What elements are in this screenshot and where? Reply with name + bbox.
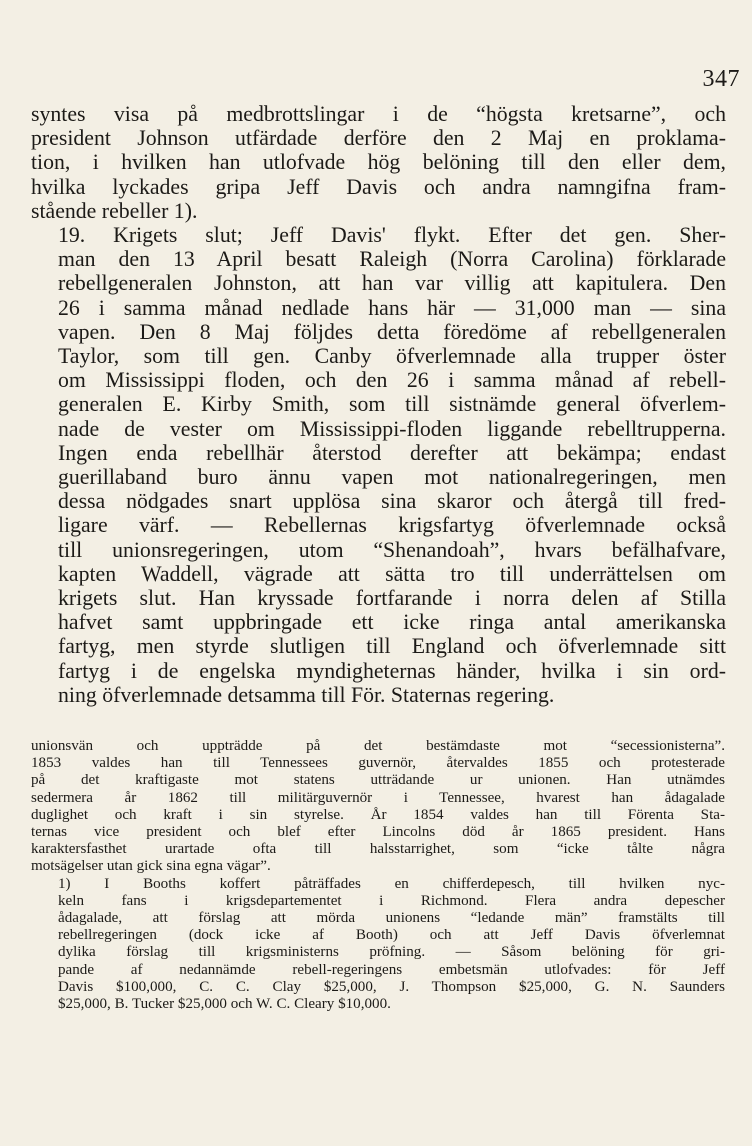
text-line: 1) I Booths koffert påträffades en chifferdepesch, till hvilken nyc- bbox=[58, 875, 725, 892]
text-line: till unionsregeringen, utom “Shenandoah”, hvars befälhafvare, bbox=[58, 537, 726, 562]
text-line: vapen. Den 8 Maj följdes detta föredöme af rebellgeneralen bbox=[58, 319, 726, 344]
text-line: rebellregeringen (dock icke af Booth) och att Jeff Davis öfverlemnat bbox=[58, 927, 725, 944]
text-line: syntes visa på medbrottslingar i de “högsta kretsarne”, och bbox=[31, 102, 726, 126]
text-line: rebellgeneralen Johnston, att han var villig att kapitulera. Den bbox=[58, 271, 726, 296]
text-line: president Johnson utfärdade derföre den 2 Maj en proklama- bbox=[31, 126, 726, 151]
paragraph bbox=[31, 102, 726, 223]
text-line: duglighet och kraft i sin styrelse. År 1854 valdes han till Förenta Sta- bbox=[31, 806, 725, 823]
text-line: krigets slut. Han kryssade fortfarande i norra delen af Stilla bbox=[58, 586, 726, 611]
text-line: Davis $100,000, C. C. Clay $25,000, J. Thompson $25,000, G. N. Saunders bbox=[58, 978, 725, 995]
text-line: generalen E. Kirby Smith, som till sistnämde general öfverlem- bbox=[58, 392, 726, 417]
text-line: Taylor, som till gen. Canby öfverlemnade alla trupper öster bbox=[58, 344, 726, 369]
text-line: Ingen enda rebellhär återstod derefter att bekämpa; endast bbox=[58, 440, 726, 465]
text-line: dessa nödgades snart upplösa sina skaror och återgå till fred- bbox=[58, 489, 726, 514]
text-line: keln fans i krigsdepartementet i Richmond. Flera andra depescher bbox=[58, 892, 725, 909]
text-line: motsägelser utan gick sina egna vägar”. bbox=[31, 858, 271, 875]
text-line: hafvet samt uppbringade ett icke ringa antal amerikanska bbox=[58, 610, 726, 635]
text-line: ligare värf. — Rebellernas krigsfartyg öfverlemnade också bbox=[58, 513, 726, 538]
text-line: ning öfverlemnade detsamma till För. Staternas regering. bbox=[58, 682, 555, 707]
footnotes bbox=[31, 738, 725, 1013]
text-line: på det kraftigaste mot statens utträdande ur unionen. Han utnämdes bbox=[31, 772, 725, 789]
footnote-paragraph bbox=[31, 738, 725, 876]
text-line: nade de vester om Mississippi-floden liggande rebelltrupperna. bbox=[58, 416, 726, 441]
text-line: 19. Krigets slut; Jeff Davis' flykt. Efter det gen. Sher- bbox=[58, 223, 726, 248]
text-line: man den 13 April besatt Raleigh (Norra Carolina) förklarade bbox=[58, 247, 726, 272]
main-text bbox=[31, 102, 726, 707]
text-line: stående rebeller 1). bbox=[31, 198, 198, 223]
text-line: sedermera år 1862 till militärguvernör i Tennessee, hvarest han ådagalade bbox=[31, 789, 725, 806]
text-line: karaktersfasthet urartade ofta till halsstarrighet, som “icke tålte några bbox=[31, 841, 725, 858]
text-line: fartyg, men styrde slutligen till England och öfverlemnade sitt bbox=[58, 634, 726, 659]
text-line: kapten Waddell, vägrade att sätta tro till underrättelsen om bbox=[58, 561, 726, 586]
text-line: fartyg i de engelska myndigheternas händer, hvilka i sin ord- bbox=[58, 658, 726, 683]
text-line: dylika förslag till krigsministerns pröfning. — Såsom belöning för gri- bbox=[58, 944, 725, 961]
text-line: hvilka lyckades gripa Jeff Davis och andra namngifna fram- bbox=[31, 174, 726, 199]
text-line: tion, i hvilken han utlofvade hög belöning till den eller dem, bbox=[31, 150, 726, 175]
text-line: ådagalade, att förslag att mörda unionens “ledande män” framstälts till bbox=[58, 910, 725, 927]
text-line: om Mississippi floden, och den 26 i samma månad af rebell- bbox=[58, 368, 726, 393]
text-line: unionsvän och uppträdde på det bestämdaste mot “secessionisterna”. bbox=[31, 738, 725, 754]
text-line: ternas vice president och blef efter Lincolns död år 1865 president. Hans bbox=[31, 824, 725, 841]
text-line: pande af nedannämde rebell-regeringens embetsmän utlofvades: för Jeff bbox=[58, 961, 725, 978]
text-line: $25,000, B. Tucker $25,000 och W. C. Cleary $10,000. bbox=[58, 996, 391, 1013]
text-line: 1853 valdes han till Tennessees guvernör, återvaldes 1855 och protesterade bbox=[31, 755, 725, 772]
paragraph bbox=[31, 223, 726, 707]
page-number: 347 bbox=[702, 66, 740, 92]
text-line: guerillaband buro ännu vapen mot nationalregeringen, men bbox=[58, 465, 726, 490]
footnote-paragraph bbox=[31, 876, 725, 1014]
text-line: 26 i samma månad nedlade hans här — 31,000 man — sina bbox=[58, 295, 726, 320]
